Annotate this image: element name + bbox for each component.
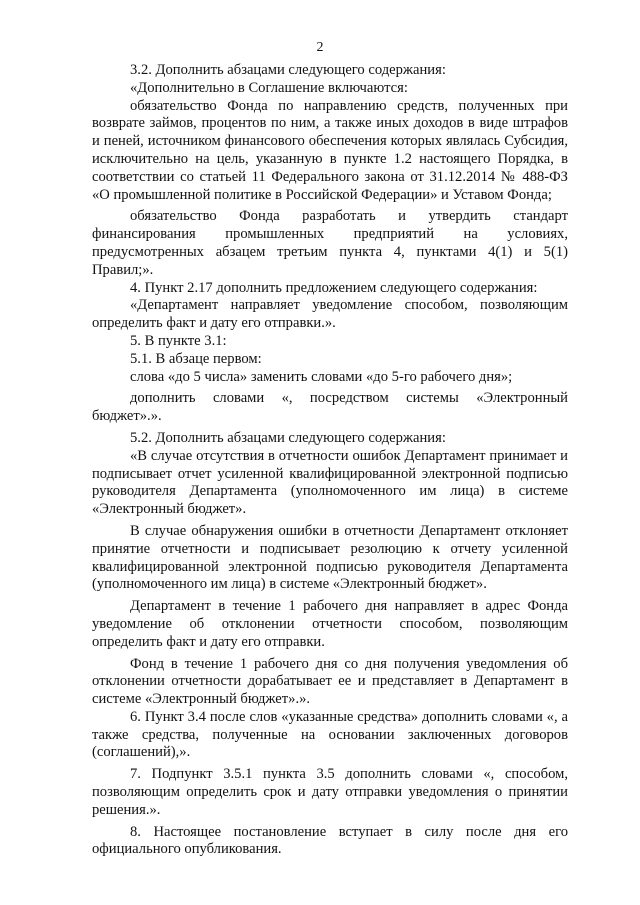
paragraph: 5.1. В абзаце первом: xyxy=(130,350,262,367)
page-number: 2 xyxy=(316,40,324,55)
paragraph: 7. Подпункт 3.5.1 пункта 3.5 дополнить словами «, способом, позволяющим определить срок и дату отправки уведомления о принятии решения.». xyxy=(92,766,568,818)
paragraph: обязательство Фонда разработать и утвердить стандарт финансирования промышленных предприятий на условиях, предусмотренных абзацем третьим пункта 4, пунктами 4(1) и 5(1) Правил;». xyxy=(92,208,568,278)
paragraph: 6. Пункт 3.4 после слов «указанные средства» дополнить словами «, а также средства, полученные на основании заключенных договоров (соглашений),». xyxy=(92,708,568,761)
paragraph: «Дополнительно в Соглашение включаются: xyxy=(130,79,408,96)
paragraph: дополнить словами «, посредством системы «Электронный бюджет».». xyxy=(92,390,568,425)
paragraph: В случае обнаружения ошибки в отчетности Департамент отклоняет принятие отчетности и подписывает резолюцию к отчету усиленной квалифицированной электронной подписью руководителя Департамента (уполномоченного им лица) в системе «Электронный бюджет». xyxy=(92,522,568,593)
paragraph: 4. Пункт 2.17 дополнить предложением следующего содержания: xyxy=(130,279,538,296)
paragraph: 3.2. Дополнить абзацами следующего содержания: xyxy=(130,62,446,78)
paragraph: 8. Настоящее постановление вступает в силу после дня его официального опубликования. xyxy=(92,823,568,858)
paragraph: Департамент в течение 1 рабочего дня направляет в адрес Фонда уведомление об отклонении отчетности способом, позволяющим определить факт и дату его отправки. xyxy=(92,598,568,650)
paragraph: 5.2. Дополнить абзацами следующего содержания: xyxy=(130,429,446,446)
paragraph: «Департамент направляет уведомление способом, позволяющим определить факт и дату его отправки.». xyxy=(92,297,568,332)
paragraph: Фонд в течение 1 рабочего дня со дня получения уведомления об отклонении отчетности дорабатывает ее и представляет в Департамент в системе «Электронный бюджет».». xyxy=(92,655,568,708)
paragraph: 5. В пункте 3.1: xyxy=(130,332,227,349)
paragraph: обязательство Фонда по направлению средств, полученных при возврате займов, процентов по ним, а также иных доходов в виде штрафов и пеней, источником финансового обеспечения которых являлась Субсидия, исключительно на цель, указанную в пункте 1.2 настоящего Порядка, в соответствии со статьей 11 Федерального закона от 31.12.2014 № 488-ФЗ «О промышленной политике в Российской Федерации» и Уставом Фонда; xyxy=(92,97,568,203)
paragraph: слова «до 5 числа» заменить словами «до 5-го рабочего дня»; xyxy=(130,368,513,385)
document-body xyxy=(92,62,568,859)
paragraph: «В случае отсутствия в отчетности ошибок Департамент принимает и подписывает отчет усиленной квалифицированной электронной подписью руководителя Департамента (уполномоченного им лица) в системе «Электронный бюджет». xyxy=(92,447,568,518)
